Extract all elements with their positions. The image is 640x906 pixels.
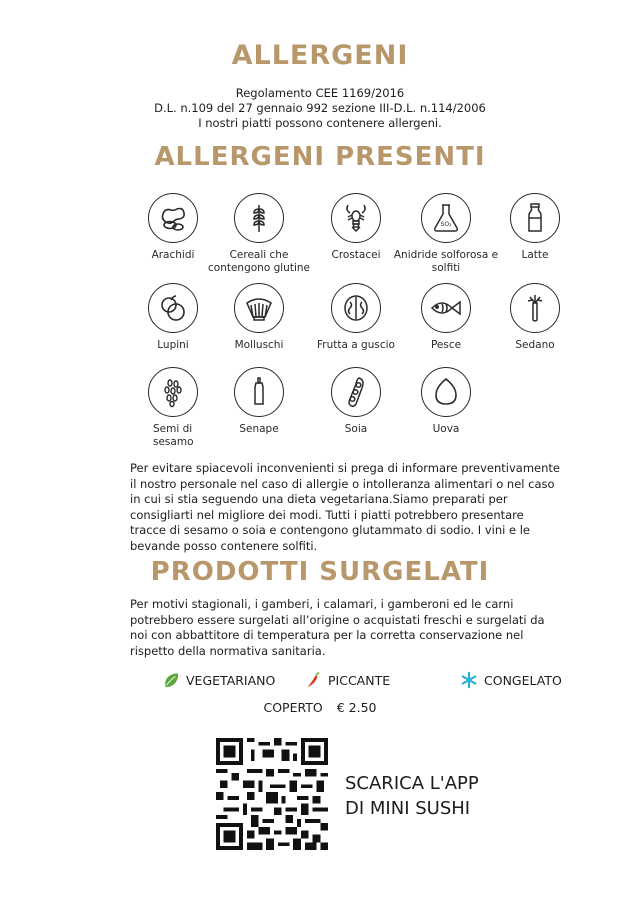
allergens-section-title: ALLERGENI PRESENTI: [154, 142, 486, 172]
allergen-label: Uova: [432, 423, 460, 435]
snowflake-icon: [460, 671, 478, 689]
legend-vegetarian: [162, 671, 275, 689]
allergen-item-latte: [480, 193, 590, 262]
allergen-label: Semi di sesamo: [153, 423, 194, 448]
app-download-text: [345, 771, 479, 821]
egg-icon: [421, 367, 471, 417]
legend-label: CONGELATO: [484, 672, 562, 688]
allergen-label: Sedano: [515, 339, 555, 351]
allergen-label: Cereali che contengono glutine: [208, 249, 310, 274]
leaf-icon: [162, 671, 180, 689]
coperto-label: COPERTO: [263, 700, 323, 715]
sesame-icon: [148, 367, 198, 417]
allergen-label: Crostacei: [331, 249, 381, 261]
page-title: ALLERGENI: [231, 40, 409, 71]
allergen-item-molluschi: [204, 283, 314, 352]
milk-bottle-icon: [510, 193, 560, 243]
lupin-icon: [148, 283, 198, 333]
chili-icon: [304, 671, 322, 689]
allergen-label: Molluschi: [234, 339, 284, 351]
allergen-item-sedano: [480, 283, 590, 352]
allergen-item-senape: [204, 367, 314, 436]
regulation-line: Regolamento CEE 1169/2016: [235, 86, 405, 100]
wheat-icon: [234, 193, 284, 243]
lobster-icon: [331, 193, 381, 243]
allergen-label: Arachidi: [151, 249, 195, 261]
svg-text:SO₂: SO₂: [440, 221, 452, 228]
allergen-item-cereali: [204, 193, 314, 275]
flask-so2-icon: [421, 193, 471, 243]
app-line: SCARICA L'APP: [345, 773, 479, 794]
regulation-block: [0, 86, 640, 131]
frozen-notice: Per motivi stagionali, i gamberi, i calamari, i gamberoni ed le carni potrebbero essere surgelati all’origine o acquistati freschi e surgelati da noi con abbattitore di temperatura per la corretta conservazione nel rispetto della normativa sanitaria.: [130, 597, 545, 658]
allergen-item-uova: [391, 367, 501, 436]
app-line: DI MINI SUSHI: [345, 798, 471, 819]
peanut-icon: [148, 193, 198, 243]
regulation-line: I nostri piatti possono contenere allergeni.: [198, 116, 442, 130]
allergen-label: Latte: [521, 249, 549, 261]
regulation-line: D.L. n.109 del 27 gennaio 992 sezione III-D.L. n.114/2006: [154, 101, 486, 115]
celery-icon: [510, 283, 560, 333]
allergen-label: Senape: [239, 423, 279, 435]
allergen-label: Soia: [344, 423, 368, 435]
allergen-label: Lupini: [157, 339, 189, 351]
allergen-notice: Per evitare spiacevoli inconvenienti si prega di informare preventivamente il nostro personale nel caso di allergie o intolleranza alimentari o nel caso in cui si stia seguendo una dieta vegetariana.Siamo preparati per consigliarti nel migliore dei modi. Tutti i piatti potrebbero presentare tracce di sesamo o soia e contengono glutammato di sodio. I vini e le bevande posso contenere solfiti.: [130, 461, 560, 553]
mustard-bottle-icon: [234, 367, 284, 417]
legend-spicy: [304, 671, 390, 689]
allergen-label: Pesce: [430, 339, 462, 351]
legend-label: VEGETARIANO: [186, 672, 276, 688]
soy-pod-icon: [331, 367, 381, 417]
coperto-price: € 2.50: [336, 700, 377, 715]
coperto-line: [0, 700, 640, 715]
legend-label: PICCANTE: [328, 672, 391, 688]
qr-code-icon[interactable]: [216, 738, 328, 850]
shell-icon: [234, 283, 284, 333]
walnut-icon: [331, 283, 381, 333]
allergen-label: Frutta a guscio: [317, 339, 395, 351]
frozen-section-title: PRODOTTI SURGELATI: [150, 557, 490, 587]
fish-icon: [421, 283, 471, 333]
allergen-label: Anidride solforosa e solfiti: [393, 249, 499, 274]
legend-frozen: [460, 671, 562, 689]
